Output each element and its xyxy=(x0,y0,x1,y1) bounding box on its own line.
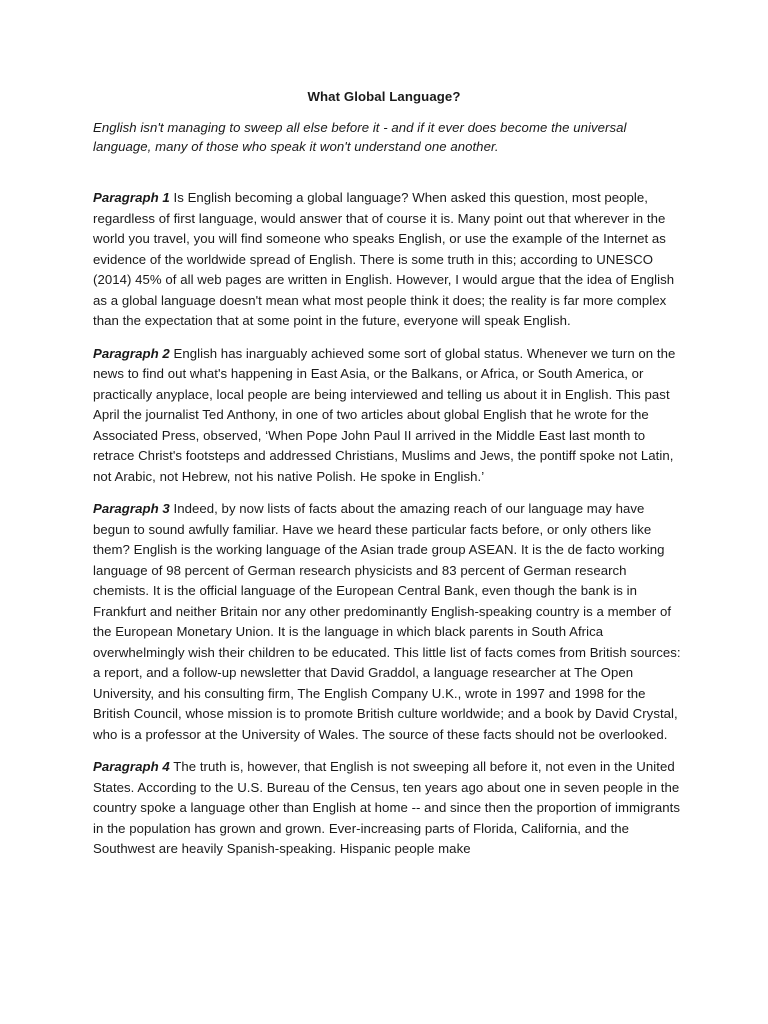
paragraph-label: Paragraph 1 xyxy=(93,190,170,205)
paragraph-text: Is English becoming a global language? When asked this question, most people, regardless of first language, would answer that of course it is. Many point out that wherever in the world you travel, you will find someone who speaks English, or use the example of the Internet as evidence of the worldwide spread of English. There is some truth in this; according to UNESCO (2014) 45% of all web pages are written in English. However, I would argue that the idea of English as a global language doesn't mean what most people think it does; the reality is far more complex than the expectation that at some point in the future, everyone will speak English. xyxy=(93,190,675,328)
paragraph-4 xyxy=(93,757,681,860)
document-subtitle: English isn't managing to sweep all else before it - and if it ever does become the universal language, many of those who speak it won't understand one another. xyxy=(93,120,627,154)
paragraph-1 xyxy=(93,188,681,332)
paragraph-label: Paragraph 4 xyxy=(93,759,170,774)
paragraph-2 xyxy=(93,344,681,488)
paragraph-3 xyxy=(93,499,681,745)
paragraph-text: The truth is, however, that English is not sweeping all before it, not even in the United States. According to the U.S. Bureau of the Census, ten years ago about one in seven people in the country spoke a language other than English at home -- and since then the proportion of immigrants in the population has grown and grown. Ever-increasing parts of Florida, California, and the Southwest are heavily Spanish-speaking. Hispanic people make xyxy=(93,759,680,856)
document-body xyxy=(93,188,681,872)
document-title: What Global Language? xyxy=(307,89,461,104)
paragraph-text: English has inarguably achieved some sort of global status. Whenever we turn on the news to find out what's happening in East Asia, or the Balkans, or Africa, or South America, or practically anyplace, local people are being interviewed and telling us about it in English. This past April the journalist Ted Anthony, in one of two articles about global English that he wrote for the Associated Press, observed, ‘When Pope John Paul II arrived in the Middle East last month to retrace Christ's footsteps and addressed Christians, Muslims and Jews, the pontiff spoke not Latin, not Arabic, not Hebrew, not his native Polish. He spoke in English.’ xyxy=(93,345,676,484)
paragraph-label: Paragraph 2 xyxy=(93,345,170,361)
paragraph-text: Indeed, by now lists of facts about the amazing reach of our language may have begun to sound awfully familiar. Have we heard these particular facts before, or only others like them? English is the working language of the Asian trade group ASEAN. It is the de facto working language of 98 percent of German research physicists and 83 percent of German research chemists. It is the official language of the European Central Bank, even though the bank is in Frankfurt and neither Britain nor any other predominantly English-speaking country is a member of the European Monetary Union. It is the language in which black parents in South Africa overwhelmingly wish their children to be educated. This little list of facts comes from British sources: a report, and a follow-up newsletter that David Graddol, a language researcher at The Open University, and his consulting firm, The English Company U.K., wrote in 1997 and 1998 for the British Council, whose mission is to promote British culture worldwide; and a book by David Crystal, who is a professor at the University of Wales. The source of these facts should not be overlooked. xyxy=(93,501,681,742)
paragraph-label: Paragraph 3 xyxy=(93,501,170,516)
